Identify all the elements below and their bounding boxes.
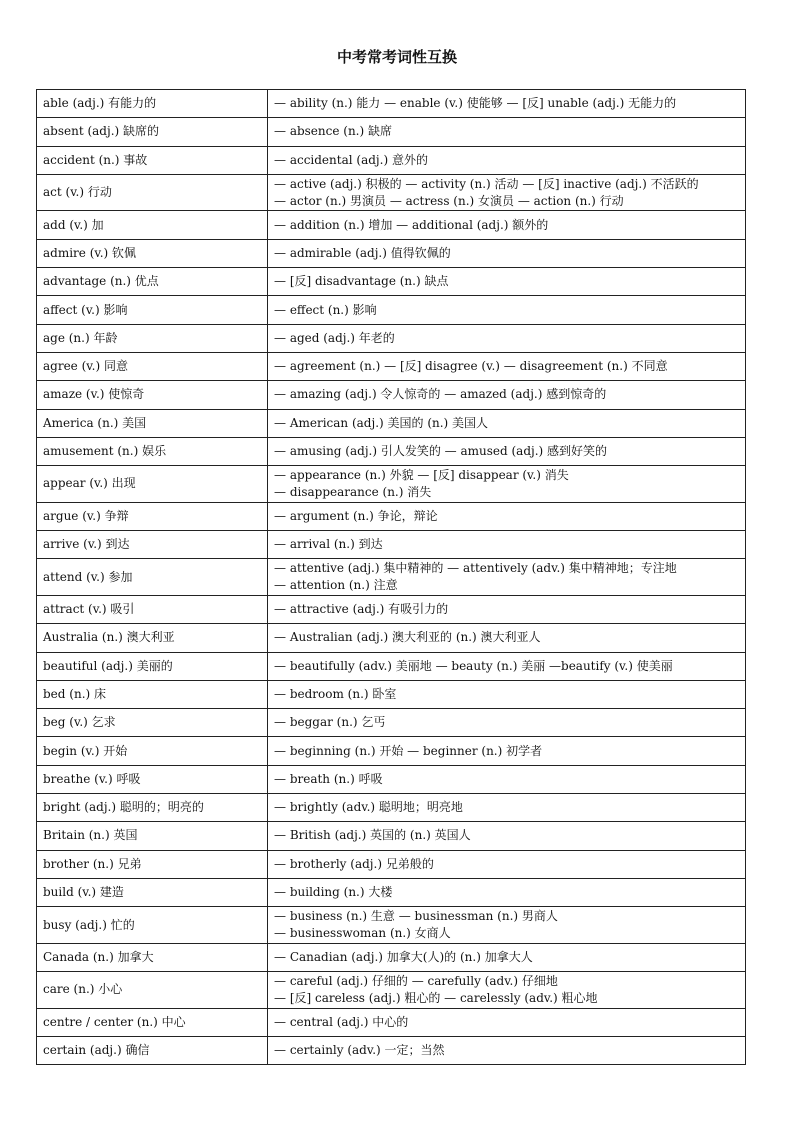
table-row bbox=[37, 352, 746, 380]
table-row bbox=[37, 794, 746, 822]
derived-form-line: — beggar (n.) 乞丐 bbox=[274, 715, 386, 730]
derived-forms-cell bbox=[268, 822, 746, 850]
word-cell: act (v.) 行动 bbox=[37, 174, 268, 211]
table-row bbox=[37, 268, 746, 296]
word-cell: build (v.) 建造 bbox=[37, 878, 268, 906]
word-cell: bright (adj.) 聪明的；明亮的 bbox=[37, 794, 268, 822]
derived-form-line: — British (adj.) 英国的 (n.) 英国人 bbox=[274, 828, 471, 843]
table-row bbox=[37, 765, 746, 793]
derived-form-line: — business (n.) 生意 — businessman (n.) 男商人 bbox=[274, 909, 558, 923]
table-row bbox=[37, 1036, 746, 1064]
derived-form-line: — amusing (adj.) 引人发笑的 — amused (adj.) 感到好笑的 bbox=[274, 444, 608, 458]
derived-form-line: — aged (adj.) 年老的 bbox=[274, 330, 395, 345]
word-cell: arrive (v.) 到达 bbox=[37, 531, 268, 559]
derived-form-line: — certainly (adv.) 一定；当然 bbox=[274, 1043, 445, 1058]
derived-forms-cell bbox=[268, 90, 746, 118]
derived-form-line: — active (adj.) 积极的 — activity (n.) 活动 — [反] inactive (adj.) 不活跃的 bbox=[274, 176, 699, 191]
derived-forms-cell bbox=[268, 211, 746, 239]
word-cell: attract (v.) 吸引 bbox=[37, 595, 268, 623]
table-row bbox=[37, 709, 746, 737]
word-cell: Australia (n.) 澳大利亚 bbox=[37, 624, 268, 652]
derived-form-line: — appearance (n.) 外貌 — [反] disappear (v.) 消失 bbox=[274, 467, 569, 482]
word-cell: beg (v.) 乞求 bbox=[37, 709, 268, 737]
table-row bbox=[37, 559, 746, 596]
derived-forms-cell bbox=[268, 624, 746, 652]
table-row bbox=[37, 381, 746, 409]
table-row bbox=[37, 624, 746, 652]
derived-forms-cell bbox=[268, 118, 746, 146]
derived-forms-cell bbox=[268, 381, 746, 409]
table-row bbox=[37, 595, 746, 623]
derived-forms-cell bbox=[268, 531, 746, 559]
derived-forms-cell bbox=[268, 352, 746, 380]
table-row bbox=[37, 324, 746, 352]
word-cell: accident (n.) 事故 bbox=[37, 146, 268, 174]
derived-forms-cell bbox=[268, 850, 746, 878]
derived-forms-cell bbox=[268, 737, 746, 765]
derived-form-line: — agreement (n.) — [反] disagree (v.) — disagreement (n.) 不同意 bbox=[274, 359, 668, 374]
derived-forms-cell bbox=[268, 878, 746, 906]
derived-form-line: — accidental (adj.) 意外的 bbox=[274, 152, 428, 167]
derived-forms-cell bbox=[268, 1008, 746, 1036]
derived-forms-cell bbox=[268, 466, 746, 503]
word-cell: beautiful (adj.) 美丽的 bbox=[37, 652, 268, 680]
derived-form-line: — attractive (adj.) 有吸引力的 bbox=[274, 602, 449, 617]
word-cell: advantage (n.) 优点 bbox=[37, 268, 268, 296]
derived-form-line: — breath (n.) 呼吸 bbox=[274, 771, 383, 786]
table-row bbox=[37, 878, 746, 906]
derived-forms-cell bbox=[268, 324, 746, 352]
derived-form-line: — brightly (adv.) 聪明地；明亮地 bbox=[274, 800, 463, 815]
page-title: 中考常考词性互换 bbox=[336, 48, 457, 66]
derived-forms-cell bbox=[268, 174, 746, 211]
derived-form-line: — ability (n.) 能力 — enable (v.) 使能够 — [反] unable (adj.) 无能力的 bbox=[274, 96, 677, 111]
derived-forms-cell bbox=[268, 972, 746, 1009]
derived-form-line: — effect (n.) 影响 bbox=[274, 302, 377, 317]
word-cell: amusement (n.) 娱乐 bbox=[37, 437, 268, 465]
derived-form-line: — brotherly (adj.) 兄弟般的 bbox=[274, 856, 434, 871]
derived-form-line: — [反] disadvantage (n.) 缺点 bbox=[274, 274, 449, 289]
word-cell: add (v.) 加 bbox=[37, 211, 268, 239]
derived-forms-cell bbox=[268, 146, 746, 174]
word-cell: argue (v.) 争辩 bbox=[37, 502, 268, 530]
word-cell: breathe (v.) 呼吸 bbox=[37, 765, 268, 793]
table-row bbox=[37, 502, 746, 530]
word-cell: bed (n.) 床 bbox=[37, 680, 268, 708]
derived-forms-cell bbox=[268, 437, 746, 465]
derived-form-line: — arrival (n.) 到达 bbox=[274, 537, 383, 552]
derived-forms-cell bbox=[268, 794, 746, 822]
word-cell: admire (v.) 钦佩 bbox=[37, 239, 268, 267]
table-row bbox=[37, 296, 746, 324]
derived-forms-cell bbox=[268, 652, 746, 680]
word-cell: Britain (n.) 英国 bbox=[37, 822, 268, 850]
table-row bbox=[37, 466, 746, 503]
word-cell: appear (v.) 出现 bbox=[37, 466, 268, 503]
derived-forms-cell bbox=[268, 765, 746, 793]
derived-form-line: — Canadian (adj.) 加拿大(人)的 (n.) 加拿大人 bbox=[274, 949, 533, 964]
word-cell: age (n.) 年龄 bbox=[37, 324, 268, 352]
table-row bbox=[37, 652, 746, 680]
derived-form-line: — central (adj.) 中心的 bbox=[274, 1014, 409, 1029]
derived-forms-cell bbox=[268, 559, 746, 596]
derived-forms-cell bbox=[268, 943, 746, 971]
vocab-table bbox=[36, 89, 746, 1065]
table-row bbox=[37, 943, 746, 971]
derived-form-line: — actor (n.) 男演员 — actress (n.) 女演员 — action (n.) 行动 bbox=[274, 193, 624, 208]
table-row bbox=[37, 850, 746, 878]
word-cell: America (n.) 美国 bbox=[37, 409, 268, 437]
derived-form-line: — careful (adj.) 仔细的 — carefully (adv.) 仔细地 bbox=[274, 973, 558, 988]
word-cell: busy (adj.) 忙的 bbox=[37, 907, 268, 944]
derived-form-line: — bedroom (n.) 卧室 bbox=[274, 686, 397, 701]
derived-form-line: — businesswoman (n.) 女商人 bbox=[274, 926, 451, 940]
derived-forms-cell bbox=[268, 680, 746, 708]
word-cell: able (adj.) 有能力的 bbox=[37, 90, 268, 118]
derived-form-line: — attention (n.) 注意 bbox=[274, 578, 398, 593]
table-row bbox=[37, 737, 746, 765]
table-row bbox=[37, 1008, 746, 1036]
vocab-table-body bbox=[37, 90, 746, 1065]
derived-forms-cell bbox=[268, 239, 746, 267]
derived-form-line: — argument (n.) 争论，辩论 bbox=[274, 508, 438, 523]
derived-form-line: — [反] careless (adj.) 粗心的 — carelessly (adv.) 粗心地 bbox=[274, 990, 598, 1005]
table-row bbox=[37, 680, 746, 708]
table-row bbox=[37, 907, 746, 944]
derived-forms-cell bbox=[268, 502, 746, 530]
derived-forms-cell bbox=[268, 907, 746, 944]
word-cell: agree (v.) 同意 bbox=[37, 352, 268, 380]
derived-form-line: — Australian (adj.) 澳大利亚的 (n.) 澳大利亚人 bbox=[274, 630, 541, 645]
table-row bbox=[37, 90, 746, 118]
word-cell: absent (adj.) 缺席的 bbox=[37, 118, 268, 146]
derived-form-line: — admirable (adj.) 值得钦佩的 bbox=[274, 245, 451, 260]
table-row bbox=[37, 118, 746, 146]
table-row bbox=[37, 822, 746, 850]
word-cell: Canada (n.) 加拿大 bbox=[37, 943, 268, 971]
word-cell: centre / center (n.) 中心 bbox=[37, 1008, 268, 1036]
derived-form-line: — amazing (adj.) 令人惊奇的 — amazed (adj.) 感到惊奇的 bbox=[274, 387, 607, 402]
table-row bbox=[37, 409, 746, 437]
table-row bbox=[37, 211, 746, 239]
derived-forms-cell bbox=[268, 1036, 746, 1064]
derived-form-line: — building (n.) 大楼 bbox=[274, 885, 393, 900]
derived-form-line: — beginning (n.) 开始 — beginner (n.) 初学者 bbox=[274, 743, 543, 758]
derived-forms-cell bbox=[268, 296, 746, 324]
word-cell: begin (v.) 开始 bbox=[37, 737, 268, 765]
table-row bbox=[37, 174, 746, 211]
word-cell: care (n.) 小心 bbox=[37, 972, 268, 1009]
word-cell: certain (adj.) 确信 bbox=[37, 1036, 268, 1064]
word-cell: amaze (v.) 使惊奇 bbox=[37, 381, 268, 409]
table-row bbox=[37, 437, 746, 465]
table-row bbox=[37, 239, 746, 267]
derived-form-line: — American (adj.) 美国的 (n.) 美国人 bbox=[274, 415, 489, 430]
derived-form-line: — disappearance (n.) 消失 bbox=[274, 484, 432, 499]
word-cell: brother (n.) 兄弟 bbox=[37, 850, 268, 878]
derived-forms-cell bbox=[268, 409, 746, 437]
derived-forms-cell bbox=[268, 595, 746, 623]
derived-form-line: — beautifully (adv.) 美丽地 — beauty (n.) 美丽 —beautify (v.) 使美丽 bbox=[274, 658, 673, 673]
word-cell: attend (v.) 参加 bbox=[37, 559, 268, 596]
table-row bbox=[37, 972, 746, 1009]
derived-form-line: — absence (n.) 缺席 bbox=[274, 124, 392, 139]
word-cell: affect (v.) 影响 bbox=[37, 296, 268, 324]
derived-form-line: — addition (n.) 增加 — additional (adj.) 额外的 bbox=[274, 217, 549, 232]
table-row bbox=[37, 146, 746, 174]
derived-forms-cell bbox=[268, 268, 746, 296]
derived-forms-cell bbox=[268, 709, 746, 737]
derived-form-line: — attentive (adj.) 集中精神的 — attentively (adv.) 集中精神地；专注地 bbox=[274, 561, 677, 576]
table-row bbox=[37, 531, 746, 559]
